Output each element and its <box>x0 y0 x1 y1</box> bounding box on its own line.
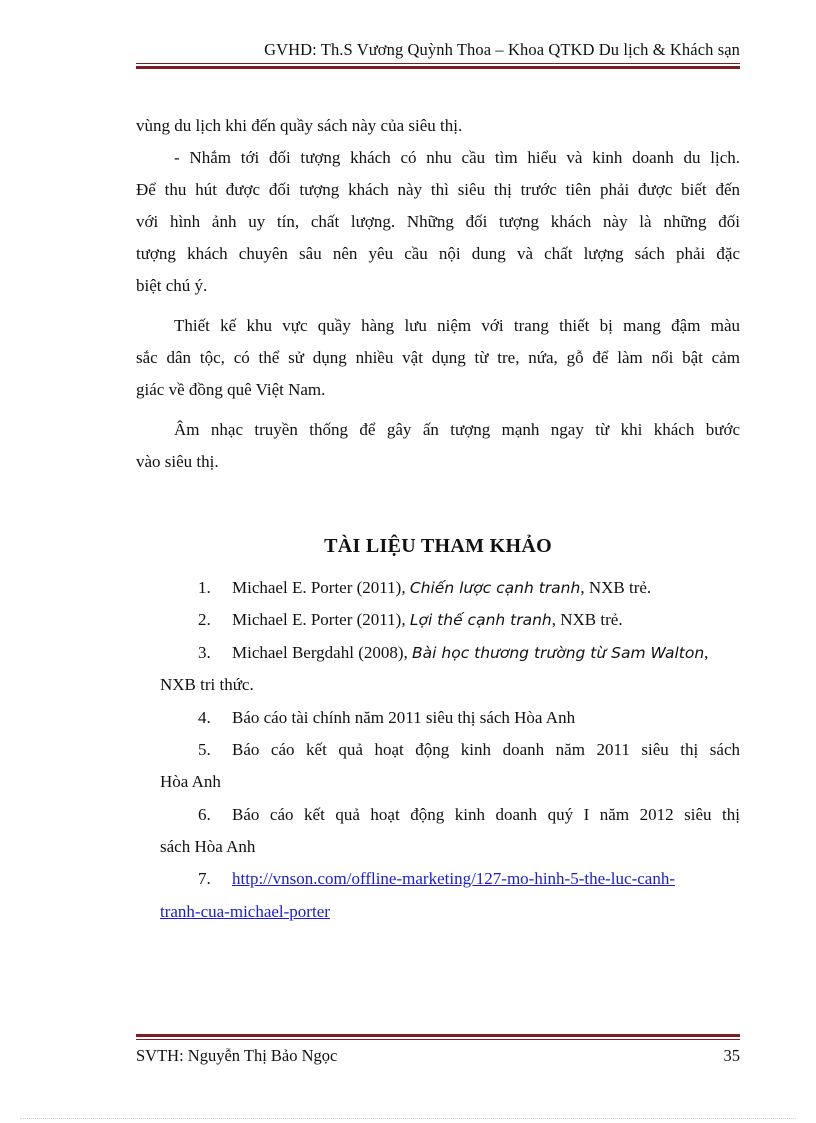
body-line: - Nhắm tới đối tượng khách có nhu cầu tìm hiểu và kinh doanh du lịch. <box>174 148 740 167</box>
body-line: Thiết kế khu vực quầy hàng lưu niệm với trang thiết bị mang đậm màu <box>174 316 740 335</box>
references-title: TÀI LIỆU THAM KHẢO <box>324 535 552 557</box>
body-line: vào siêu thị. <box>136 452 219 471</box>
reference-number: 6. <box>198 805 211 824</box>
reference-number: 1. <box>198 578 211 597</box>
page-header: GVHD: Th.S Vương Quỳnh Thoa – Khoa QTKD Du lịch & Khách sạn <box>264 40 740 59</box>
page-edge-divider <box>20 1118 796 1119</box>
reference-item: 1. Michael E. Porter (2011), Chiến lược cạnh tranh, NXB trẻ. <box>198 578 652 597</box>
reference-item: 5. Báo cáo kết quả hoạt động kinh doanh năm 2011 siêu thị sách <box>198 740 740 759</box>
body-line: tượng khách chuyên sâu nên yêu cầu nội dung và chất lượng sách phải đặc <box>136 244 740 263</box>
reference-number: 4. <box>198 708 211 727</box>
reference-item: 6. Báo cáo kết quả hoạt động kinh doanh quý I năm 2012 siêu thị <box>198 805 740 824</box>
body-line: Để thu hút được đối tượng khách này thì siêu thị trước tiên phải được biết đến <box>136 180 740 199</box>
footer-author: SVTH: Nguyễn Thị Bảo Ngọc <box>136 1046 338 1065</box>
reference-item: 2. Michael E. Porter (2011), Lợi thế cạnh tranh, NXB trẻ. <box>198 610 623 629</box>
reference-number: 7. <box>198 869 211 888</box>
reference-item <box>198 869 675 889</box>
reference-number: 3. <box>198 643 211 662</box>
body-line: với hình ảnh uy tín, chất lượng. Những đối tượng khách này là những đối <box>136 212 740 231</box>
reference-item: 4. Báo cáo tài chính năm 2011 siêu thị sách Hòa Anh <box>198 708 576 727</box>
header-rule <box>136 63 740 69</box>
reference-continuation: sách Hòa Anh <box>160 837 256 856</box>
body-line: biệt chú ý. <box>136 276 208 295</box>
page-footer <box>136 1046 740 1066</box>
body-line: Âm nhạc truyền thống để gây ấn tượng mạnh ngay từ khi khách bước <box>174 420 740 439</box>
body-line: vùng du lịch khi đến quầy sách này của siêu thị. <box>136 116 463 135</box>
reference-number: 5. <box>198 740 211 759</box>
reference-link-continuation <box>160 902 330 922</box>
body-line: giác về đồng quê Việt Nam. <box>136 380 326 399</box>
reference-continuation: NXB tri thức. <box>160 675 254 694</box>
page-number: 35 <box>723 1046 740 1065</box>
body-line: sắc dân tộc, có thể sử dụng nhiều vật dụng từ tre, nứa, gỗ để làm nổi bật cảm <box>136 348 740 367</box>
footer-rule <box>136 1034 740 1040</box>
reference-link[interactable]: http://vnson.com/offline-marketing/127-mo-hinh-5-the-luc-canh- <box>232 869 675 888</box>
reference-link[interactable]: tranh-cua-michael-porter <box>160 902 330 921</box>
reference-item: 3. Michael Bergdahl (2008), Bài học thương trường từ Sam Walton, <box>198 643 709 662</box>
reference-continuation: Hòa Anh <box>160 772 221 791</box>
reference-number: 2. <box>198 610 211 629</box>
